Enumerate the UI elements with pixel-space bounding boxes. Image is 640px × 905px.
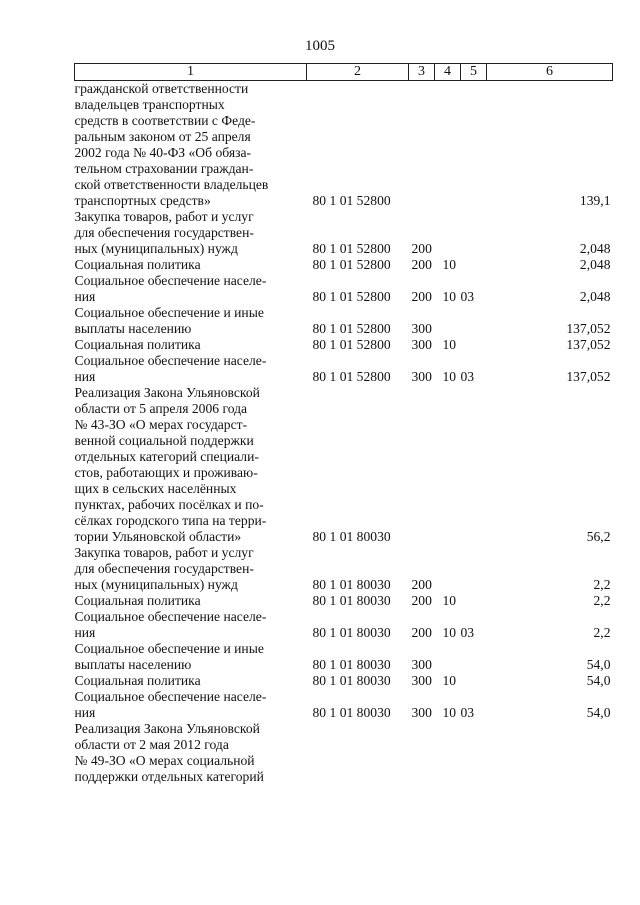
row-name-line: Социальное обеспечение и иные — [74, 641, 264, 656]
target-article-code: 80 1 01 52800 — [312, 257, 391, 272]
row-name-line: № 49-ЗО «О мерах социальной — [74, 753, 255, 768]
amount: 2,2 — [593, 625, 611, 640]
section-code: 10 — [442, 257, 457, 272]
row-name-line: гражданской ответственности — [74, 81, 249, 96]
target-article-code: 80 1 01 80030 — [312, 529, 391, 544]
row-name-line: выплаты населению — [74, 657, 192, 672]
section-code: 10 — [442, 369, 457, 384]
table-row — [75, 673, 613, 689]
section-code: 10 — [442, 337, 457, 352]
subsection-code: 03 — [460, 369, 475, 384]
expense-type: 300 — [411, 657, 432, 672]
section-code — [435, 305, 461, 337]
target-article-code: 80 1 01 80030 — [312, 577, 391, 592]
section-code: 10 — [442, 593, 457, 608]
subsection-code — [461, 209, 487, 257]
expense-type: 200 — [411, 577, 432, 592]
section-code — [435, 385, 461, 545]
row-name-line: Закупка товаров, работ и услуг — [74, 209, 254, 224]
expense-type: 200 — [411, 257, 432, 272]
target-article-code: 80 1 01 52800 — [312, 337, 391, 352]
amount: 54,0 — [586, 705, 611, 720]
target-article-code: 80 1 01 80030 — [312, 657, 391, 672]
row-name-line: щих в сельских населённых — [74, 481, 237, 496]
expense-type — [409, 721, 435, 785]
target-article-code: 80 1 01 80030 — [312, 673, 391, 688]
budget-table — [74, 63, 613, 785]
row-name-line: Социальное обеспечение населе- — [74, 609, 267, 624]
row-name-line: Социальное обеспечение населе- — [74, 353, 267, 368]
table-row — [75, 257, 613, 273]
section-code — [435, 545, 461, 593]
row-name-line: области от 5 апреля 2006 года — [74, 401, 248, 416]
table-row — [75, 273, 613, 305]
row-name-line: сёлках городского типа на терри- — [74, 513, 267, 528]
amount: 2,2 — [593, 577, 611, 592]
row-name-line: Социальное обеспечение и иные — [74, 305, 264, 320]
row-name — [75, 385, 307, 545]
table-row — [75, 689, 613, 721]
expense-type: 300 — [411, 369, 432, 384]
amount: 2,048 — [579, 241, 611, 256]
amount — [487, 721, 613, 785]
section-code — [435, 721, 461, 785]
section-code — [435, 209, 461, 257]
amount: 2,048 — [579, 289, 611, 304]
amount: 139,1 — [579, 193, 611, 208]
subsection-code — [461, 641, 487, 673]
column-header: 4 — [435, 64, 461, 81]
subsection-code — [461, 385, 487, 545]
row-name-line: поддержки отдельных категорий — [74, 769, 264, 784]
target-article-code: 80 1 01 52800 — [312, 321, 391, 336]
row-name — [75, 545, 307, 593]
subsection-code: 03 — [460, 705, 475, 720]
table-body — [75, 81, 613, 786]
section-code — [435, 641, 461, 673]
row-name-line: для обеспечения государствен- — [74, 561, 254, 576]
table-row — [75, 385, 613, 545]
section-code: 10 — [442, 705, 457, 720]
row-name-line: тории Ульяновской области» — [74, 529, 242, 544]
section-code: 10 — [442, 673, 457, 688]
column-number-header — [75, 64, 613, 81]
column-header: 3 — [409, 64, 435, 81]
section-code: 10 — [442, 625, 457, 640]
amount: 56,2 — [586, 529, 611, 544]
row-name-line: Закупка товаров, работ и услуг — [74, 545, 254, 560]
expense-type: 200 — [411, 625, 432, 640]
table-row — [75, 721, 613, 785]
row-name-line: тельном страховании граждан- — [74, 161, 254, 176]
target-article-code: 80 1 01 52800 — [312, 193, 391, 208]
row-name-line: ния — [74, 369, 96, 384]
row-name — [75, 257, 307, 273]
subsection-code — [461, 257, 487, 273]
subsection-code: 03 — [460, 625, 475, 640]
row-name-line: выплаты населению — [74, 321, 192, 336]
amount: 54,0 — [586, 673, 611, 688]
row-name-line: венной социальной поддержки — [74, 433, 254, 448]
section-code: 10 — [442, 289, 457, 304]
row-name-line: ных (муниципальных) нужд — [74, 241, 238, 256]
table-row — [75, 305, 613, 337]
row-name-line: Реализация Закона Ульяновской — [74, 721, 260, 736]
row-name-line: Социальная политика — [74, 673, 201, 688]
expense-type — [409, 385, 435, 545]
row-name-line: средств в соответствии с Феде- — [74, 113, 256, 128]
expense-type: 200 — [411, 593, 432, 608]
amount: 137,052 — [566, 321, 611, 336]
subsection-code — [461, 305, 487, 337]
subsection-code — [461, 593, 487, 609]
table-row — [75, 593, 613, 609]
column-header: 6 — [487, 64, 613, 81]
amount: 54,0 — [586, 657, 611, 672]
subsection-code — [461, 721, 487, 785]
row-name-line: области от 2 мая 2012 года — [74, 737, 229, 752]
table-row — [75, 81, 613, 210]
expense-type: 300 — [411, 705, 432, 720]
page-number: 1005 — [305, 38, 335, 54]
row-name-line: пунктах, рабочих посёлках и по- — [74, 497, 264, 512]
amount: 2,048 — [579, 257, 611, 272]
target-article-code: 80 1 01 52800 — [312, 241, 391, 256]
row-name-line: транспортных средств» — [74, 193, 211, 208]
subsection-code — [461, 545, 487, 593]
row-name-line: ных (муниципальных) нужд — [74, 577, 238, 592]
target-article-code: 80 1 01 80030 — [312, 625, 391, 640]
expense-type — [409, 81, 435, 210]
row-name — [75, 593, 307, 609]
row-name-line: ральным законом от 25 апреля — [74, 129, 251, 144]
table-row — [75, 545, 613, 593]
row-name-line: Реализация Закона Ульяновской — [74, 385, 260, 400]
row-name — [75, 337, 307, 353]
row-name-line: для обеспечения государствен- — [74, 225, 254, 240]
row-name-line: Социальная политика — [74, 337, 201, 352]
table-row — [75, 641, 613, 673]
row-name — [75, 641, 307, 673]
amount: 137,052 — [566, 369, 611, 384]
table-row — [75, 209, 613, 257]
row-name-line: Социальное обеспечение населе- — [74, 689, 267, 704]
row-name — [75, 353, 307, 385]
table-row — [75, 609, 613, 641]
row-name — [75, 305, 307, 337]
column-header: 2 — [307, 64, 409, 81]
expense-type: 300 — [411, 321, 432, 336]
row-name-line: Социальная политика — [74, 593, 201, 608]
target-article-code: 80 1 01 52800 — [312, 289, 391, 304]
subsection-code — [461, 673, 487, 689]
row-name-line: отдельных категорий специали- — [74, 449, 259, 464]
amount: 137,052 — [566, 337, 611, 352]
target-article-code: 80 1 01 80030 — [312, 705, 391, 720]
section-code — [435, 81, 461, 210]
row-name — [75, 689, 307, 721]
row-name-line: № 43-ЗО «О мерах государст- — [74, 417, 248, 432]
row-name — [75, 609, 307, 641]
row-name-line: ской ответственности владельцев — [74, 177, 269, 192]
expense-type: 200 — [411, 241, 432, 256]
row-name-line: ния — [74, 625, 96, 640]
row-name — [75, 81, 307, 210]
subsection-code — [461, 81, 487, 210]
subsection-code — [461, 337, 487, 353]
table-row — [75, 353, 613, 385]
row-name-line: Социальное обеспечение населе- — [74, 273, 267, 288]
column-header: 1 — [75, 64, 307, 81]
expense-type: 300 — [411, 337, 432, 352]
row-name-line: ния — [74, 289, 96, 304]
target-article-code: 80 1 01 80030 — [312, 593, 391, 608]
row-name-line: ния — [74, 705, 96, 720]
row-name — [75, 673, 307, 689]
row-name-line: стов, работающих и проживаю- — [74, 465, 258, 480]
target-article-code: 80 1 01 52800 — [312, 369, 391, 384]
expense-type: 200 — [411, 289, 432, 304]
row-name-line: владельцев транспортных — [74, 97, 225, 112]
row-name-line: 2002 года № 40-ФЗ «Об обяза- — [74, 145, 251, 160]
column-header: 5 — [461, 64, 487, 81]
expense-type: 300 — [411, 673, 432, 688]
row-name-line: Социальная политика — [74, 257, 201, 272]
row-name — [75, 273, 307, 305]
target-article-code — [307, 721, 409, 785]
amount: 2,2 — [593, 593, 611, 608]
subsection-code: 03 — [460, 289, 475, 304]
row-name — [75, 209, 307, 257]
row-name — [75, 721, 307, 785]
table-row — [75, 337, 613, 353]
